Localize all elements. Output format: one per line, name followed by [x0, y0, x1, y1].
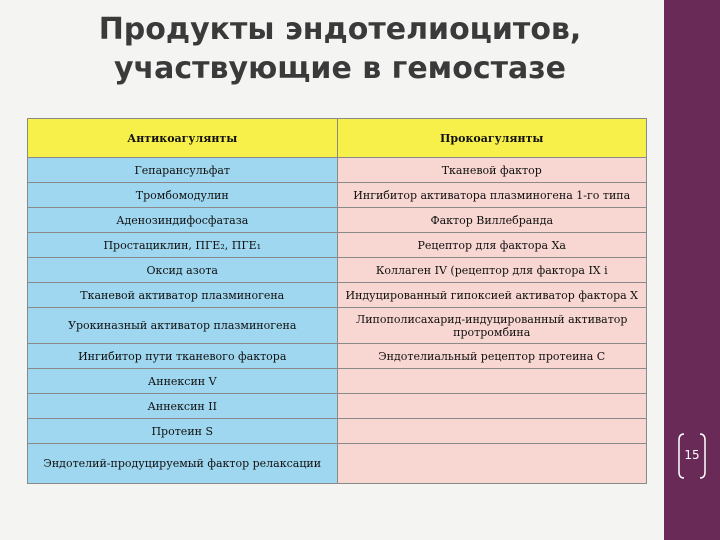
table-row — [28, 258, 647, 283]
table-cell: Простациклин, ПГЕ₂, ПГЕ₁ — [28, 233, 338, 258]
table-cell: Индуцированный гипоксией активатор фактора Х — [337, 283, 647, 308]
header-anticoagulants: Антикоагулянты — [28, 119, 338, 158]
table-row — [28, 308, 647, 344]
table-cell: Фактор Виллебранда — [337, 208, 647, 233]
table-cell: Аннексин V — [28, 369, 338, 394]
slide-title — [40, 10, 640, 88]
table-cell: Аденозиндифосфатаза — [28, 208, 338, 233]
title-line-2: участвующие в гемостазе — [113, 51, 567, 86]
table-cell: Тканевой фактор — [337, 158, 647, 183]
table-cell: Эндотелиальный рецептор протеина С — [337, 344, 647, 369]
table-header-row — [28, 119, 647, 158]
table-row — [28, 419, 647, 444]
table-row — [28, 369, 647, 394]
header-procoagulants: Прокоагулянты — [337, 119, 647, 158]
table-cell: Тромбомодулин — [28, 183, 338, 208]
table-cell: Урокиназный активатор плазминогена — [28, 308, 338, 344]
table-row — [28, 158, 647, 183]
table-row — [28, 444, 647, 484]
table-cell: Коллаген IV (рецептор для фактора IX i — [337, 258, 647, 283]
table-row — [28, 208, 647, 233]
table-cell: Оксид азота — [28, 258, 338, 283]
table-cell: Аннексин II — [28, 394, 338, 419]
hemostasis-table — [27, 118, 647, 484]
table-cell: Рецептор для фактора Ха — [337, 233, 647, 258]
table-cell — [337, 369, 647, 394]
table-row — [28, 183, 647, 208]
table-cell: Ингибитор пути тканевого фактора — [28, 344, 338, 369]
table-row — [28, 394, 647, 419]
table-row — [28, 344, 647, 369]
table-cell — [337, 394, 647, 419]
table-cell: Протеин S — [28, 419, 338, 444]
table-cell: Эндотелий-продуцируемый фактор релаксации — [28, 444, 338, 484]
table-cell: Гепарансульфат — [28, 158, 338, 183]
table-cell — [337, 419, 647, 444]
title-line-1: Продукты эндотелиоцитов, — [98, 12, 582, 47]
table-row — [28, 233, 647, 258]
table-cell: Липополисахарид-индуцированный активатор протромбина — [337, 308, 647, 344]
page-number: 15 — [684, 448, 700, 462]
table-cell: Тканевой активатор плазминогена — [28, 283, 338, 308]
table-cell — [337, 444, 647, 484]
table-row — [28, 283, 647, 308]
table-cell: Ингибитор активатора плазминогена 1-го типа — [337, 183, 647, 208]
